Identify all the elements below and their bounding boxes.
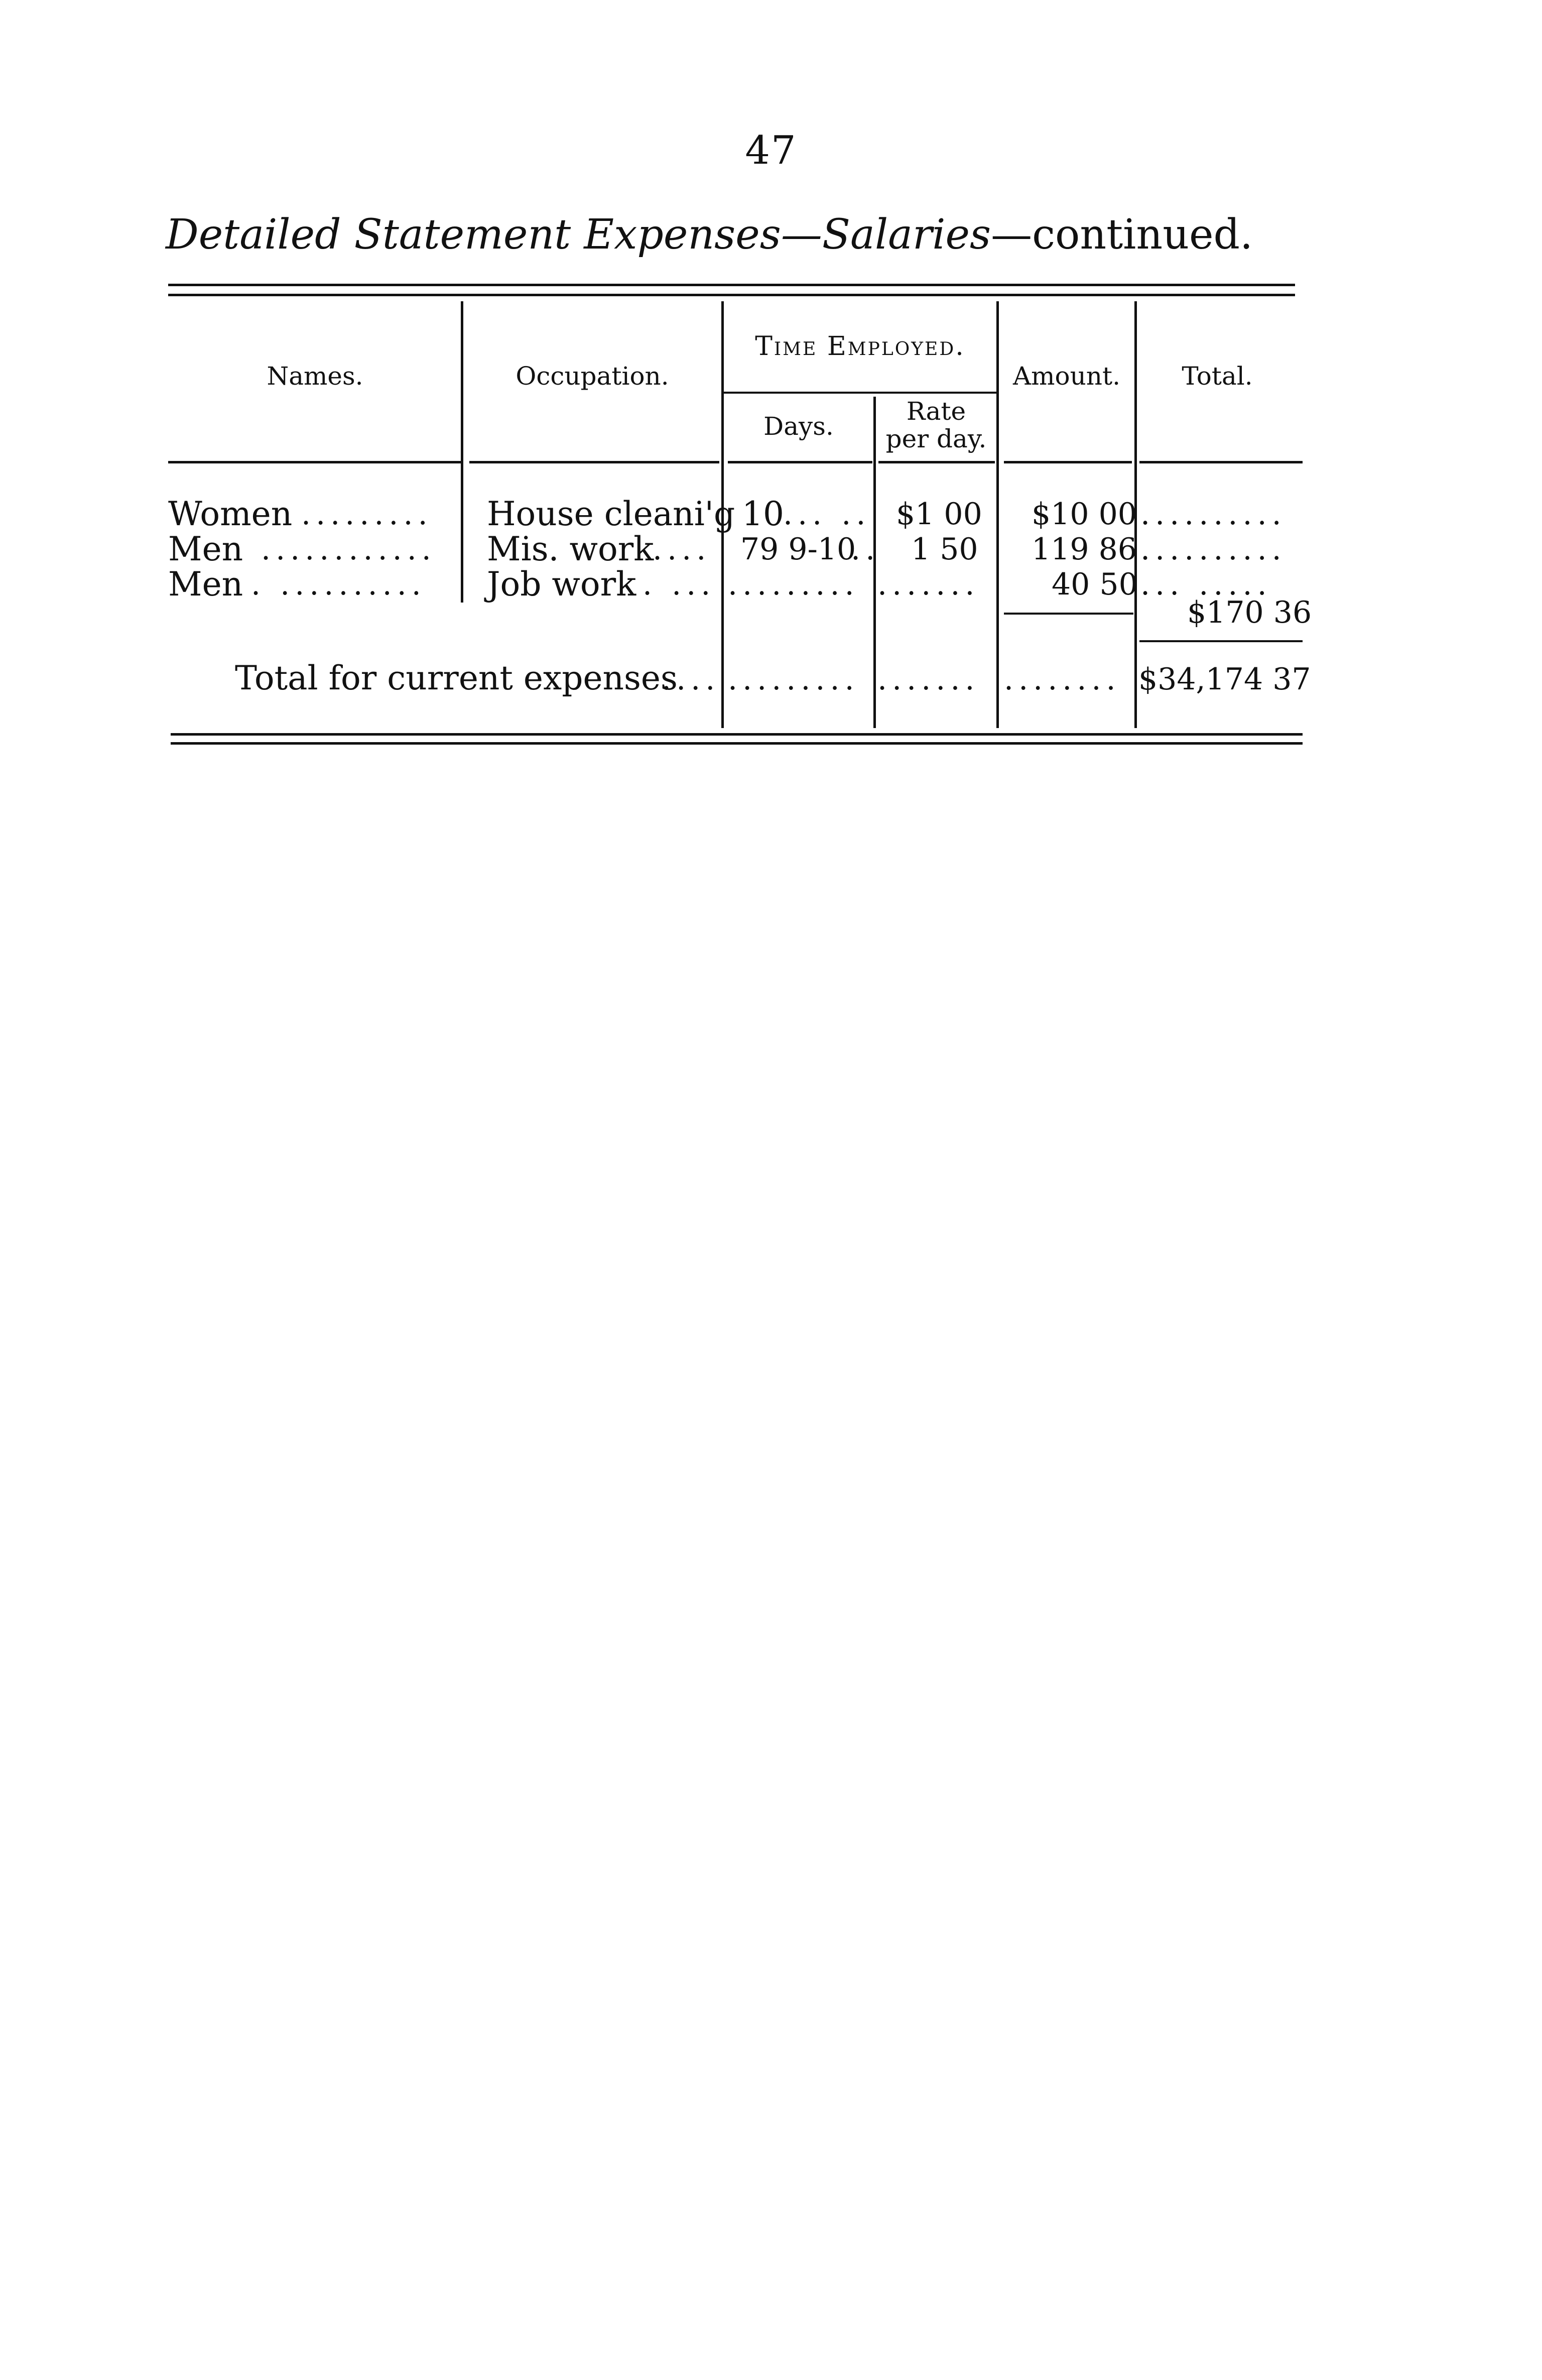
row-amount: 119 86 xyxy=(1032,532,1137,567)
leader-dots: . .......... xyxy=(251,567,426,602)
row-days: 10 xyxy=(742,495,784,533)
row-rate: 1 50 xyxy=(911,532,978,567)
header-rule-occupation xyxy=(469,461,719,463)
leader-dots: .... xyxy=(662,662,720,697)
leader-dots: ........ xyxy=(1004,662,1121,697)
header-days: Days. xyxy=(763,412,834,441)
header-rule-rate xyxy=(878,461,995,463)
header-occupation: Occupation. xyxy=(516,362,669,391)
leader-dots: ... .. xyxy=(783,497,871,532)
header-rate-line1: Rate xyxy=(906,397,966,426)
header-rule-total xyxy=(1139,461,1303,463)
time-employed-rule xyxy=(724,392,996,394)
total-subtotal-rule xyxy=(1139,640,1303,642)
page-number: 47 xyxy=(745,128,797,173)
header-rule-amount xyxy=(1004,461,1132,463)
page-title xyxy=(166,211,1253,259)
header-rate-line2: per day. xyxy=(885,424,987,453)
row-amount: 40 50 xyxy=(1052,567,1138,602)
top-rule-1 xyxy=(168,284,1295,286)
row-name: Men xyxy=(168,565,243,604)
row-days: 79 9-10 xyxy=(740,532,856,567)
row-occupation: Job work xyxy=(487,565,636,604)
top-rule-2 xyxy=(168,294,1295,296)
header-total: Total. xyxy=(1182,362,1253,391)
row-occupation: Mis. work xyxy=(487,530,654,568)
leader-dots: ......... xyxy=(728,662,859,697)
header-rule-days xyxy=(728,461,872,463)
subtotal-value: $170 36 xyxy=(1187,595,1312,630)
row-name: Women xyxy=(168,495,293,533)
leader-dots: .......... xyxy=(1140,497,1287,532)
bottom-rule-2 xyxy=(171,742,1303,745)
leader-dots: ......... xyxy=(728,567,859,602)
leader-dots: . ... xyxy=(642,567,716,602)
row-amount: $10 00 xyxy=(1032,497,1137,532)
leader-dots: .......... xyxy=(1140,532,1287,567)
row-name: Men xyxy=(168,530,243,568)
bottom-rule-1 xyxy=(171,733,1303,736)
leader-dots: ....... xyxy=(877,567,980,602)
header-amount: Amount. xyxy=(1012,362,1120,391)
row-occupation: House cleani'g xyxy=(487,495,735,533)
grand-total-label: Total for current expenses xyxy=(235,659,678,697)
leader-dots: ....... xyxy=(877,662,980,697)
amount-subtotal-rule xyxy=(1004,613,1133,615)
header-rule-names xyxy=(168,461,461,463)
leader-dots: ............ xyxy=(261,532,436,567)
leader-dots: ......... xyxy=(301,497,433,532)
title-continued: —continued. xyxy=(991,211,1253,259)
leader-dots: ... ..... xyxy=(1140,567,1272,602)
title-italic: Detailed Statement Expenses—Salaries xyxy=(166,211,991,259)
table-row xyxy=(0,495,1542,533)
table-row xyxy=(0,530,1542,568)
leader-dots: .... xyxy=(653,532,711,567)
leader-dots: .. xyxy=(851,532,880,567)
header-time-employed: Time Employed. xyxy=(755,331,965,362)
row-rate: $1 00 xyxy=(896,497,982,532)
header-names: Names. xyxy=(267,362,363,391)
grand-total-value: $34,174 37 xyxy=(1138,662,1311,697)
